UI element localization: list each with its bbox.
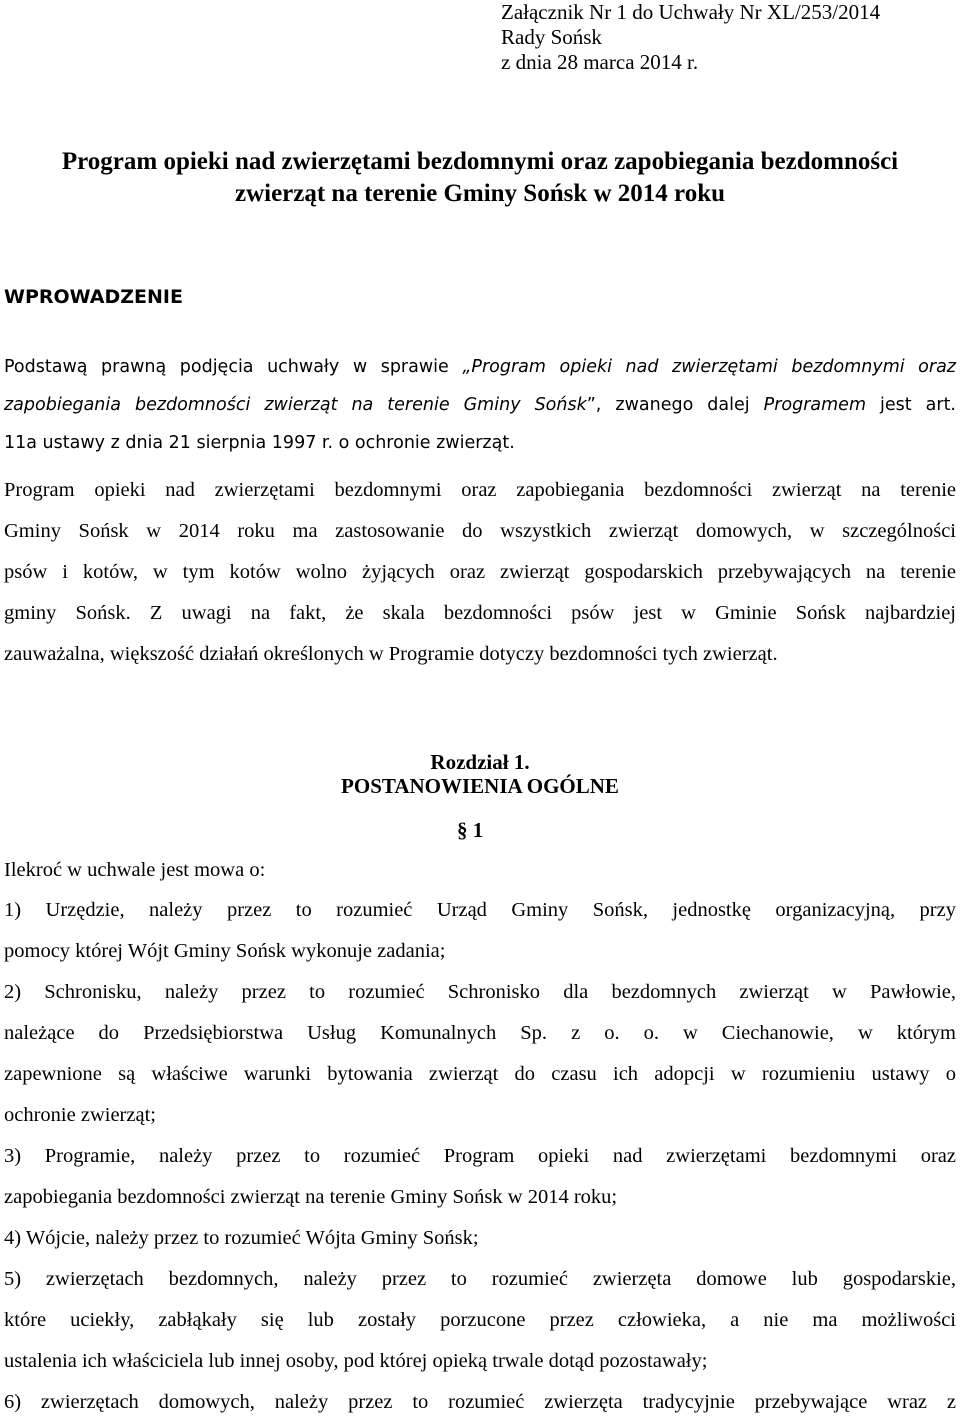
paragraph-line: należące do Przedsiębiorstwa Usług Komunalnych Sp. z o. o. w Ciechanowie, w którym <box>4 1022 956 1044</box>
definition-item <box>4 890 956 972</box>
text-run: jest art. <box>866 395 956 415</box>
paragraph-line: zapewnione są właściwe warunki bytowania zwierząt do czasu ich adopcji w rozumieniu ustawy o <box>4 1063 956 1085</box>
paragraph-line: które uciekły, zabłąkały się lub zostały porzucone przez człowieka, a nie ma możliwości <box>4 1309 956 1331</box>
definition-item <box>4 972 956 1136</box>
program-title-italic: zapobiegania bezdomności zwierząt na terenie Gminy Sońsk <box>4 395 587 415</box>
chapter-name: POSTANOWIENIA OGÓLNE <box>341 774 619 798</box>
title-line: zwierząt na terenie Gminy Sońsk w 2014 roku <box>234 180 726 207</box>
text-run: ”, zwanego dalej <box>586 395 764 415</box>
paragraph-line: Ilekroć w uchwale jest mowa o: <box>4 859 266 881</box>
paragraph-line: pomocy której Wójt Gminy Sońsk wykonuje zadania; <box>4 940 446 962</box>
attachment-line: Rady Sońsk <box>501 25 602 49</box>
paragraph-line <box>4 348 956 386</box>
paragraph-line: gminy Sońsk. Z uwagi na fakt, że skala bezdomności psów jest w Gminie Sońsk najbardziej <box>4 602 956 624</box>
intro-paragraph-scope <box>4 470 956 675</box>
definition-item <box>4 1136 956 1218</box>
text-run: Podstawą prawną podjęcia uchwały w sprawie <box>4 357 463 377</box>
paragraph-line: 6) zwierzętach domowych, należy przez to rozumieć zwierzęta tradycyjnie przebywające wraz z <box>4 1391 956 1413</box>
paragraph-line: 2) Schronisku, należy przez to rozumieć Schronisko dla bezdomnych zwierząt w Pawłowie, <box>4 981 956 1003</box>
definition-item <box>4 1218 956 1259</box>
paragraph-line: 5) zwierzętach bezdomnych, należy przez to rozumieć zwierzęta domowe lub gospodarskie, <box>4 1268 956 1290</box>
paragraph-line: 4) Wójcie, należy przez to rozumieć Wójta Gminy Sońsk; <box>4 1227 479 1249</box>
paragraph-line: 3) Programie, należy przez to rozumieć Program opieki nad zwierzętami bezdomnymi oraz <box>4 1145 956 1167</box>
attachment-line: z dnia 28 marca 2014 r. <box>501 50 699 74</box>
definition-item <box>4 1259 956 1382</box>
paragraph-line: 1) Urzędzie, należy przez to rozumieć Urząd Gminy Sońsk, jednostkę organizacyjną, przy <box>4 899 956 921</box>
intro-paragraph-legal-basis <box>4 348 956 462</box>
definitions-lead <box>4 850 956 891</box>
attachment-header <box>501 0 880 75</box>
title-line: Program opieki nad zwierzętami bezdomnymi oraz zapobiegania bezdomności <box>61 148 899 175</box>
paragraph-line: Gminy Sońsk w 2014 roku ma zastosowanie do wszystkich zwierząt domowych, w szczególności <box>4 520 956 542</box>
program-title-italic: „Program opieki nad zwierzętami bezdomnymi oraz <box>462 357 956 377</box>
paragraph-line: 11a ustawy z dnia 21 sierpnia 1997 r. o ochronie zwierząt. <box>4 433 515 453</box>
paragraph-line: ochronie zwierząt; <box>4 1104 156 1126</box>
attachment-line: Załącznik Nr 1 do Uchwały Nr XL/253/2014 <box>501 0 881 24</box>
program-term-italic: Programem <box>763 395 866 415</box>
chapter-number: Rozdział 1. <box>430 750 530 774</box>
section-mark: § 1 <box>457 818 484 842</box>
paragraph-line: ustalenia ich właściciela lub innej osoby, pod której opieką trwale dotąd pozostawały; <box>4 1350 708 1372</box>
paragraph-line: Program opieki nad zwierzętami bezdomnymi oraz zapobiegania bezdomności zwierząt na terenie <box>4 479 956 501</box>
paragraph-line: zapobiegania bezdomności zwierząt na terenie Gminy Sońsk w 2014 roku; <box>4 1186 618 1208</box>
paragraph-line: zauważalna, większość działań określonych w Programie dotyczy bezdomności tych zwierząt. <box>4 643 778 665</box>
document-title <box>0 146 960 210</box>
paragraph-line <box>4 386 956 424</box>
paragraph-line: psów i kotów, w tym kotów wolno żyjących oraz zwierząt gospodarskich przebywających na terenie <box>4 561 956 583</box>
intro-heading: WPROWADZENIE <box>4 286 183 308</box>
